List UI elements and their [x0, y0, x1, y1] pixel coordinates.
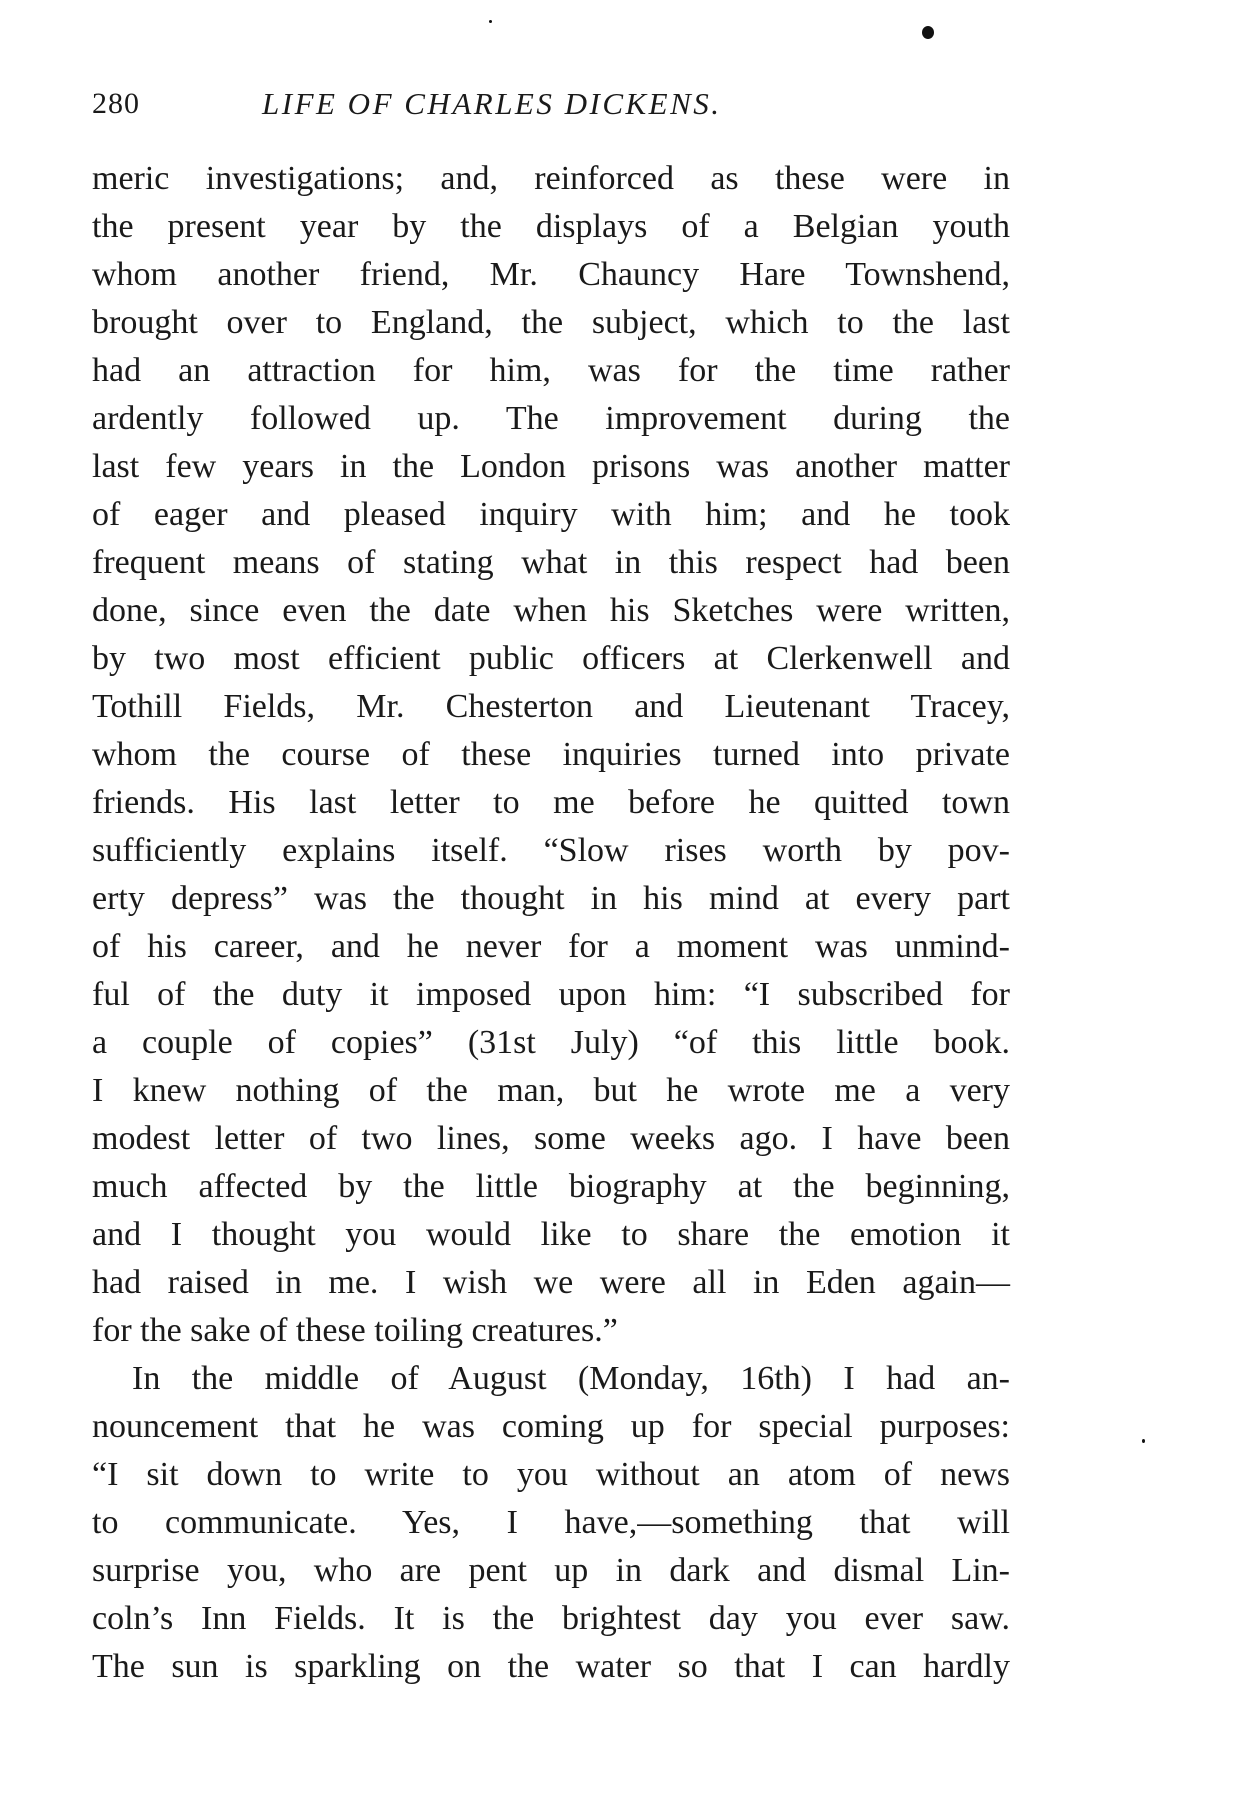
text-line: modest letter of two lines, some weeks ago. I have been: [92, 1120, 1010, 1157]
text-line: had raised in me. I wish we were all in Eden again—: [92, 1264, 1010, 1301]
body-text: [92, 155, 1010, 1691]
text-line: surprise you, who are pent up in dark and dismal Lin-: [92, 1552, 1010, 1589]
text-line: last few years in the London prisons was another matter: [92, 448, 1010, 485]
ink-speck: [922, 26, 934, 39]
text-line: had an attraction for him, was for the time rather: [92, 352, 1010, 389]
text-line: of his career, and he never for a moment was unmind-: [92, 928, 1010, 965]
text-line: to communicate. Yes, I have,—something that will: [92, 1504, 1010, 1541]
text-line: frequent means of stating what in this respect had been: [92, 544, 1010, 581]
text-line: of eager and pleased inquiry with him; and he took: [92, 496, 1010, 533]
text-line: “I sit down to write to you without an atom of news: [92, 1456, 1010, 1493]
page-header: [92, 82, 1012, 126]
text-line: Tothill Fields, Mr. Chesterton and Lieutenant Tracey,: [92, 688, 1010, 725]
text-line: whom another friend, Mr. Chauncy Hare Townshend,: [92, 256, 1010, 293]
text-line: I knew nothing of the man, but he wrote me a very: [92, 1072, 1010, 1109]
text-line: brought over to England, the subject, which to the last: [92, 304, 1010, 341]
text-line: The sun is sparkling on the water so that I can hardly: [92, 1648, 1010, 1685]
text-line: by two most efficient public officers at Clerkenwell and: [92, 640, 1010, 677]
text-line: coln’s Inn Fields. It is the brightest day you ever saw.: [92, 1600, 1010, 1637]
text-line: In the middle of August (Monday, 16th) I had an-: [132, 1360, 1010, 1397]
text-line: the present year by the displays of a Belgian youth: [92, 208, 1010, 245]
text-line: for the sake of these toiling creatures.”: [92, 1312, 618, 1349]
text-line: and I thought you would like to share the emotion it: [92, 1216, 1010, 1253]
text-line: nouncement that he was coming up for special purposes:: [92, 1408, 1010, 1445]
text-line: ardently followed up. The improvement during the: [92, 400, 1010, 437]
ink-speck: [489, 20, 492, 23]
running-title: LIFE OF CHARLES DICKENS.: [262, 86, 722, 121]
text-line: a couple of copies” (31st July) “of this little book.: [92, 1024, 1010, 1061]
text-line: much affected by the little biography at the beginning,: [92, 1168, 1010, 1205]
ink-speck: [1142, 1439, 1145, 1443]
text-line: whom the course of these inquiries turned into private: [92, 736, 1010, 773]
text-line: ful of the duty it imposed upon him: “I subscribed for: [92, 976, 1010, 1013]
text-line: meric investigations; and, reinforced as these were in: [92, 160, 1010, 197]
text-line: done, since even the date when his Sketches were written,: [92, 592, 1010, 629]
text-line: sufficiently explains itself. “Slow rises worth by pov-: [92, 832, 1010, 869]
page-number: 280: [92, 87, 140, 120]
text-line: erty depress” was the thought in his mind at every part: [92, 880, 1010, 917]
text-line: friends. His last letter to me before he quitted town: [92, 784, 1010, 821]
